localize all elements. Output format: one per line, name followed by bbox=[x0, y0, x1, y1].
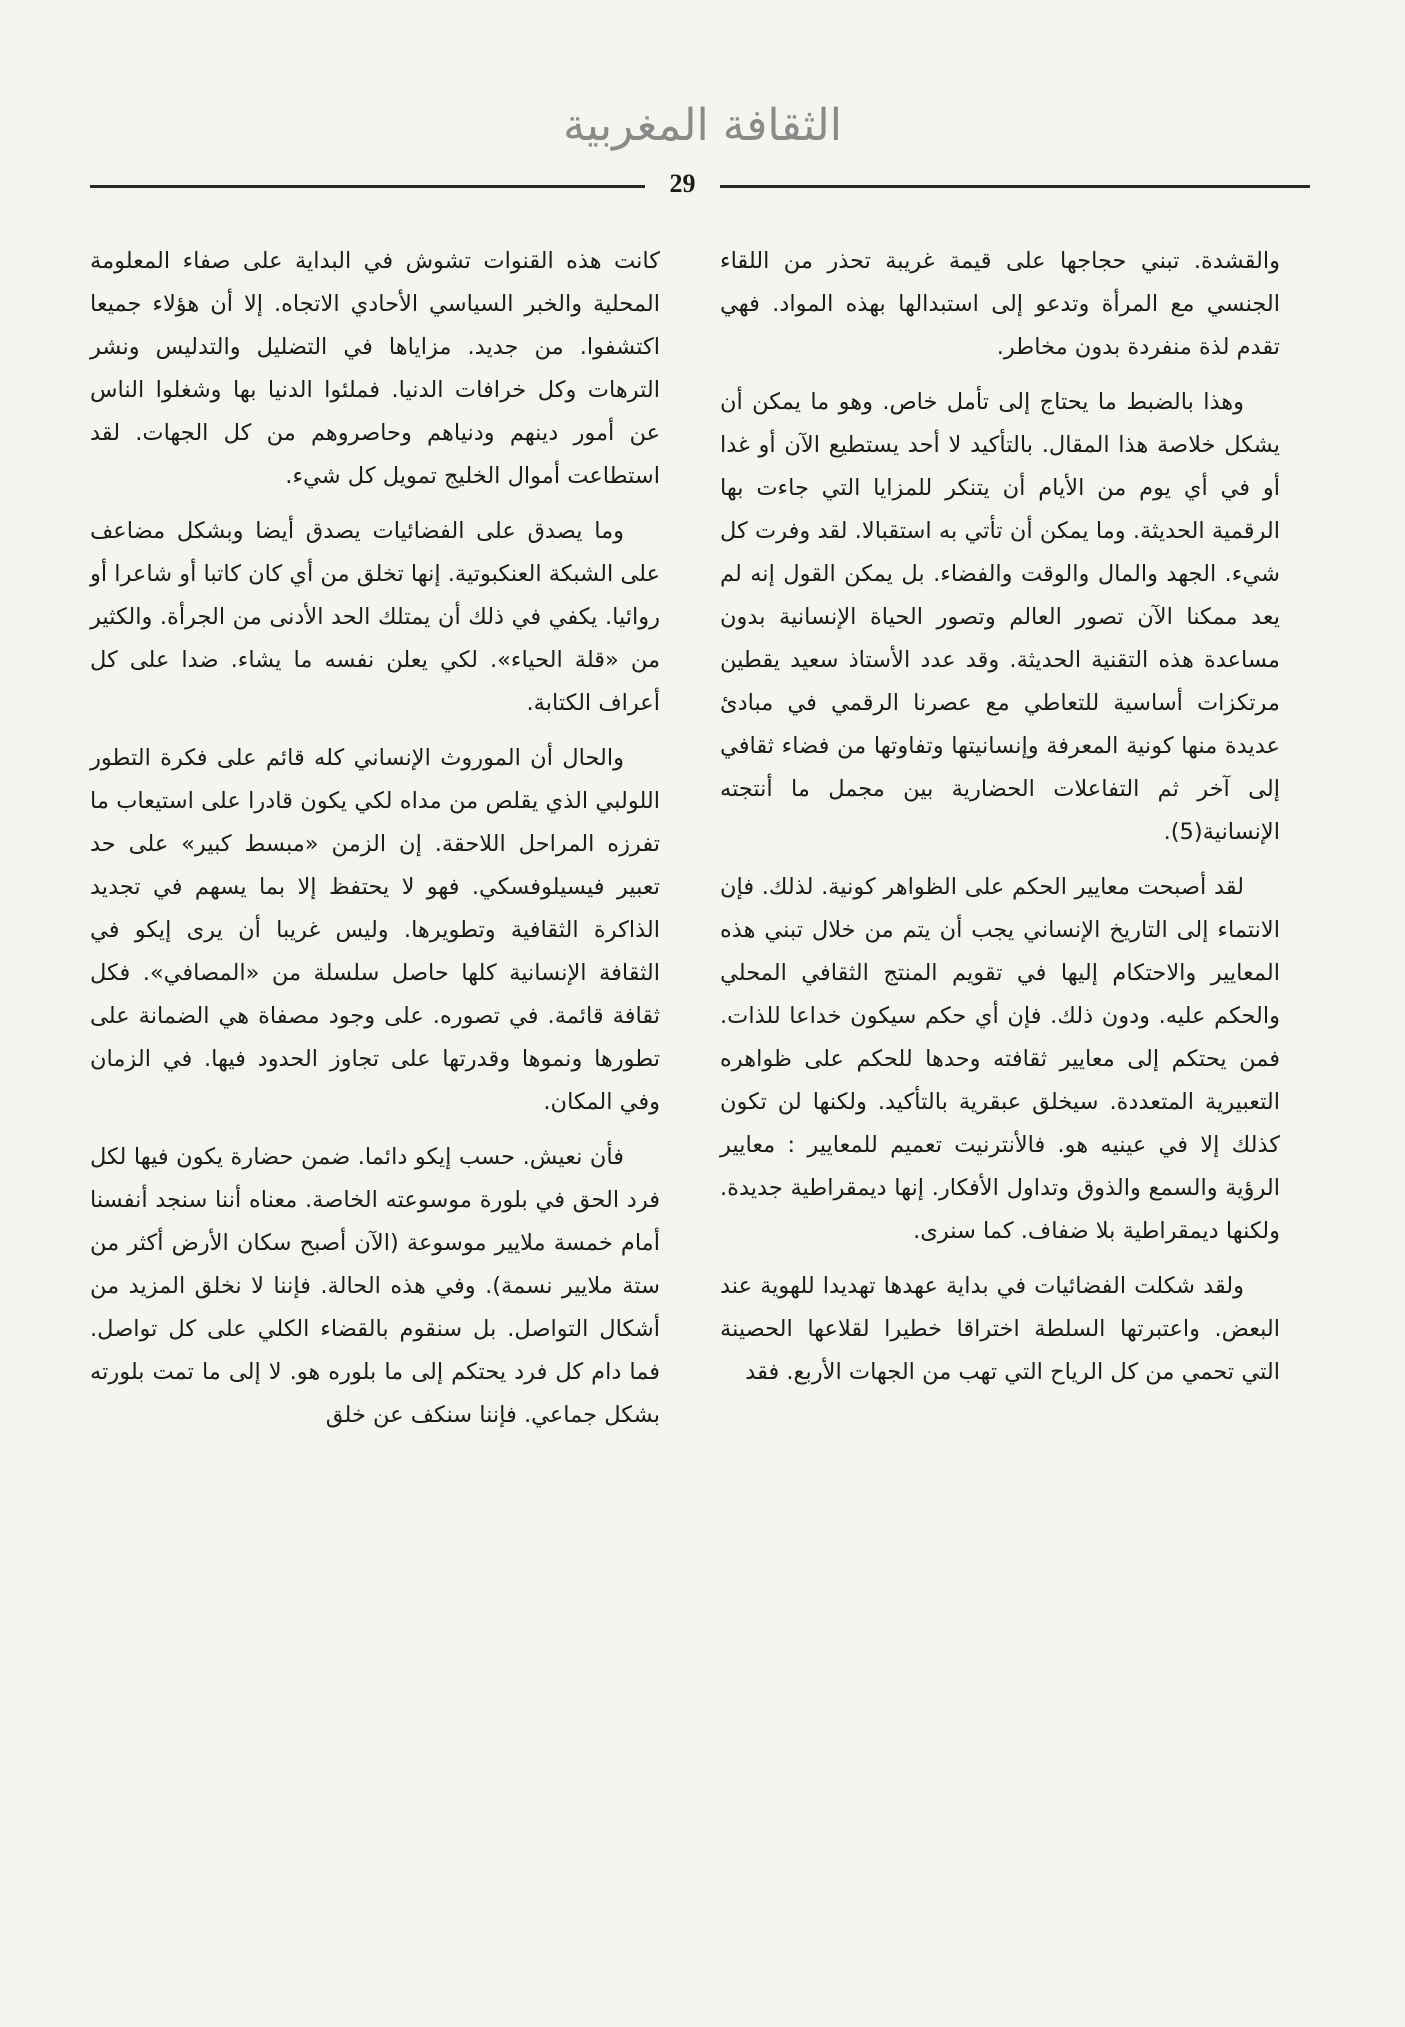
magazine-title: الثقافة المغربية bbox=[563, 100, 842, 151]
paragraph: فأن نعيش. حسب إيكو دائما. ضمن حضارة يكون فيها لكل فرد الحق في بلورة موسوعته الخاصة. معناه أننا سنجد أنفسنا أمام خمسة ملايير موسوعة (الآن أصبح سكان الأرض أكثر من ستة ملايير نسمة). وفي هذه الحالة. فإننا لا نخلق المزيد من أشكال التواصل. بل سنقوم بالقضاء الكلي على كل تواصل. فما دام كل فرد يحتكم إلى ما بلوره هو. لا إلى ما تمت بلورته بشكل جماعي. فإننا سنكف عن خلق bbox=[90, 1144, 660, 1428]
page-header bbox=[0, 0, 1405, 200]
paragraph: وهذا بالضبط ما يحتاج إلى تأمل خاص. وهو ما يمكن أن يشكل خلاصة هذا المقال. بالتأكيد لا أحد يستطيع الآن أو غدا أو في أي يوم من الأيام أن يتنكر للمزايا التي جاءت بها الرقمية الحديثة. وما يمكن أن تأتي به استقبالا. لقد وفرت كل شيء. الجهد والمال والوقت والفضاء. بل يمكن القول إنه لم يعد ممكنا الآن تصور العالم وتصور الحياة الإنسانية بدون مساعدة هذه التقنية الحديثة. وقد عدد الأستاذ سعيد يقطين مرتكزات أساسية للتعاطي مع عصرنا الرقمي في مبادئ عديدة منها كونية المعرفة وإنسانيتها وتفاوتها من فضاء ثقافي إلى آخر ثم التفاعلات الحضارية بين مجمل ما أنتجته الإنسانية(5). bbox=[720, 389, 1280, 845]
page-number: 29 bbox=[669, 169, 696, 198]
paragraph: كانت هذه القنوات تشوش في البداية على صفاء المعلومة المحلية والخبر السياسي الأحادي الاتجاه. إلا أن هؤلاء جميعا اكتشفوا. من جديد. مزاياها في التضليل والتدليس ونشر الترهات وكل خرافات الدنيا. فملئوا الدنيا بها وشغلوا الناس عن أمور دينهم ودنياهم وحاصروهم من كل الجهات. لقد استطاعت أموال الخليج تمويل كل شيء. bbox=[90, 248, 660, 489]
paragraph: ولقد شكلت الفضائيات في بداية عهدها تهديدا للهوية عند البعض. واعتبرتها السلطة اختراقا خطيرا لقلاعها الحصينة التي تحمي من كل الرياح التي تهب من الجهات الأربع. فقد bbox=[720, 1273, 1280, 1385]
paragraph: وما يصدق على الفضائيات يصدق أيضا وبشكل مضاعف على الشبكة العنكبوتية. إنها تخلق من أي كان كاتبا أو شاعرا أو روائيا. يكفي في ذلك أن يمتلك الحد الأدنى من الجرأة. والكثير من «قلة الحياء». لكي يعلن نفسه ما يشاء. ضدا على كل أعراف الكتابة. bbox=[90, 518, 660, 716]
paragraph: والقشدة. تبني حجاجها على قيمة غريبة تحذر من اللقاء الجنسي مع المرأة وتدعو إلى استبدالها بهذه المواد. فهي تقدم لذة منفردة بدون مخاطر. bbox=[720, 248, 1280, 360]
right-column bbox=[720, 240, 1280, 1394]
header-rule-left bbox=[90, 185, 645, 188]
left-column bbox=[90, 240, 660, 1437]
paragraph: والحال أن الموروث الإنساني كله قائم على فكرة التطور اللولبي الذي يقلص من مداه لكي يكون قادرا على استيعاب ما تفرزه المراحل اللاحقة. إن الزمن «مبسط كبير» على حد تعبير فيسيلوفسكي. فهو لا يحتفظ إلا بما يسهم في تجديد الذاكرة الثقافية وتطويرها. وليس غريبا أن يرى إيكو في الثقافة الإنسانية كلها حاصل سلسلة من «المصافي». فكل ثقافة قائمة. في تصوره. على وجود مصفاة هي الضمانة على تطورها ونموها وقدرتها على تجاوز الحدود فيها. في الزمان وفي المكان. bbox=[90, 745, 660, 1115]
paragraph: لقد أصبحت معايير الحكم على الظواهر كونية. لذلك. فإن الانتماء إلى التاريخ الإنساني يجب أن يتم من خلال تبني هذه المعايير والاحتكام إليها في تقويم المنتج الثقافي المحلي والحكم عليه. ودون ذلك. فإن أي حكم سيكون خداعا للذات. فمن يحتكم إلى معايير ثقافته وحدها للحكم على ظواهره التعبيرية المتعددة. سيخلق عبقرية بالتأكيد. ولكنها لن تكون كذلك إلا في عينيه هو. فالأنترنيت تعميم للمعايير : معايير الرؤية والسمع والذوق وتداول الأفكار. إنها ديمقراطية جديدة. ولكنها ديمقراطية بلا ضفاف. كما سنرى. bbox=[720, 874, 1280, 1244]
header-rule-right bbox=[720, 185, 1310, 188]
